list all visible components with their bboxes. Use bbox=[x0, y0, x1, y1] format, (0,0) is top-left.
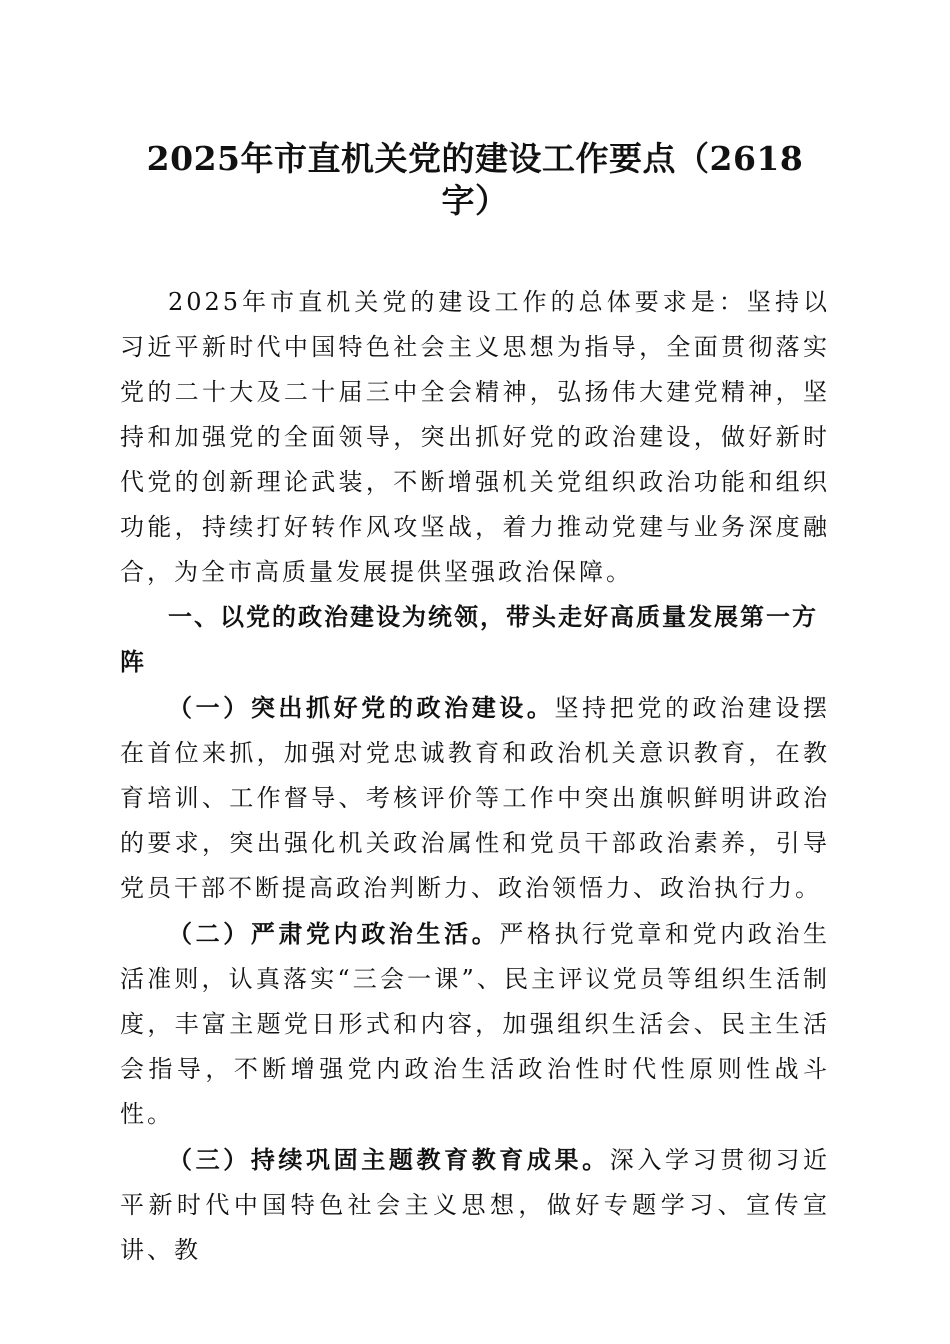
item-lead-2: （二）严肃党内政治生活。 bbox=[168, 919, 500, 948]
item-lead-3: （三）持续巩固主题教育教育成果。 bbox=[168, 1145, 610, 1174]
item-lead-1: （一）突出抓好党的政治建设。 bbox=[168, 693, 555, 722]
item-text-3: 深入学习贯彻习近平新时代中国特色社会主义思想，做好专题学习、宣传宣讲、教 bbox=[120, 1146, 831, 1264]
item-text-1: 坚持把党的政治建设摆在首位来抓，加强对党忠诚教育和政治机关意识教育，在教育培训、工作督导、考核评价等工作中突出旗帜鲜明讲政治的要求，突出强化机关政治属性和党员干部政治素养，引导党员干部不断提高政治判断力、政治领悟力、政治执行力。 bbox=[120, 694, 831, 902]
document-title: 2025年市直机关党的建设工作要点（2618字） bbox=[146, 139, 804, 220]
document-body bbox=[120, 280, 830, 1273]
item-paragraph-1 bbox=[120, 685, 830, 911]
item-text-2: 严格执行党章和党内政治生活准则，认真落实“三会一课”、民主评议党员等组织生活制度，丰富主题党日形式和内容，加强组织生活会、民主生活会指导，不断增强党内政治生活政治性时代性原则性战斗性。 bbox=[120, 920, 831, 1128]
section-heading-1: 一、以党的政治建设为统领，带头走好高质量发展第一方阵 bbox=[120, 603, 818, 676]
item-paragraph-3 bbox=[120, 1137, 830, 1273]
item-paragraph-2 bbox=[120, 911, 830, 1137]
intro-paragraph: 2025年市直机关党的建设工作的总体要求是：坚持以习近平新时代中国特色社会主义思想为指导，全面贯彻落实党的二十大及二十届三中全会精神，弘扬伟大建党精神，坚持和加强党的全面领导，突出抓好党的政治建设，做好新时代党的创新理论武装，不断增强机关党组织政治功能和组织功能，持续打好转作风攻坚战，着力推动党建与业务深度融合，为全市高质量发展提供坚强政治保障。 bbox=[120, 288, 830, 586]
